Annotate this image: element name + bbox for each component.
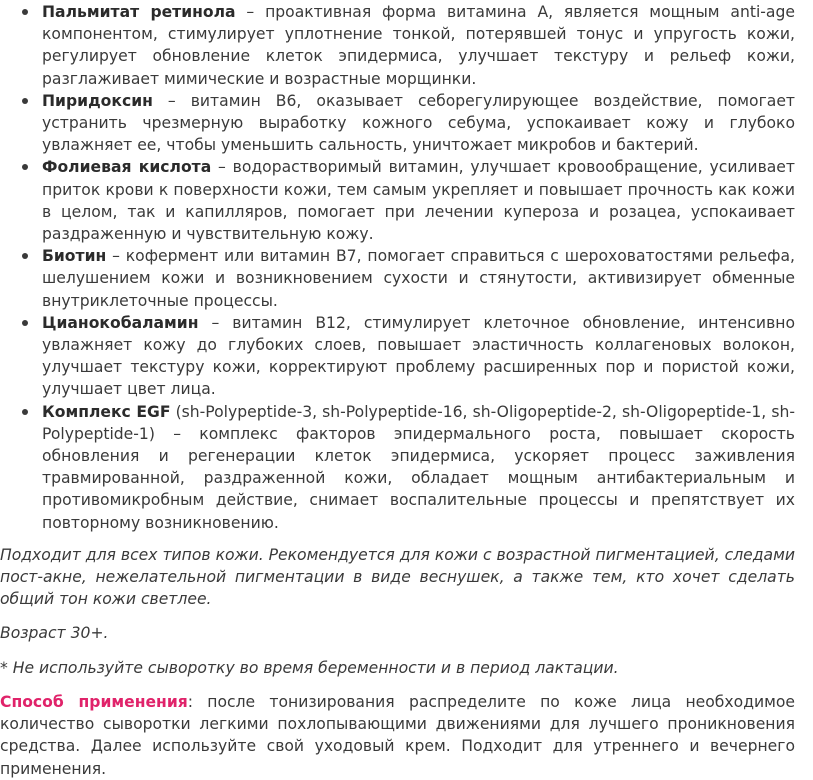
ingredient-text: – проактивная форма витамина А, является мощным anti-age компонентом, стимулирует уплотнение тонкой, потерявшей тонус и упругость кожи, регулирует обновление клеток эпидермиса, улучшает текстуру и рельеф кожи, разглаживает мимические и возрастные морщинки. — [42, 3, 795, 88]
ingredient-folic-acid — [42, 156, 795, 245]
pregnancy-warning: * Не используйте сыворотку во время беременности и в период лактации. — [0, 658, 619, 677]
ingredient-palmitate — [42, 1, 795, 90]
ingredient-name: Цианокобаламин — [42, 313, 199, 332]
ingredient-name: Фолиевая кислота — [42, 158, 212, 177]
usage-paragraph — [0, 691, 795, 780]
ingredient-egf-complex — [42, 401, 795, 534]
ingredient-text: – витамин В12, стимулирует клеточное обновление, интенсивно увлажняет кожу до глубоких слоев, повышает эластичность коллагеновых волокон, улучшает текстуру кожи, корректируют проблему расширенных пор и пористой кожи, улучшает цвет лица. — [42, 313, 795, 399]
usage-text: : после тонизирования распределите по коже лица необходимое количество сыворотки легкими похлопывающими движениями для лучшего проникновения средства. Далее используйте свой уходовый крем. Подходит для утреннего и вечернего применения. — [0, 692, 796, 778]
ingredient-name: Пальмитат ретинола — [42, 3, 236, 21]
ingredient-text: – водорастворимый витамин, улучшает кровообращение, усиливает приток крови к поверхности кожи, тем самым укрепляет и повышает прочность как кожи в целом, так и капилляров, помогает при лечении купероза и розацеа, успокаивает раздраженную и чувствительную кожу. — [42, 158, 795, 244]
ingredient-name: Пиридоксин — [42, 91, 153, 110]
ingredient-text: (sh-Polypeptide-3, sh-Polypeptide-16, sh-Oligopeptide-2, sh-Oligopeptide-1, sh-Polypeptide-1) – комплекс факторов эпидермального роста, повышает скорость обновления и регенерации клеток эпидермиса, ускоряет процесс заживления травмированной, раздраженной кожи, обладает мощным антибактериальным и противомикробным действие, снимает воспалительные процессы и препятствует их повторному возникновению. — [42, 402, 795, 532]
ingredient-pyridoxine — [42, 90, 795, 157]
ingredient-text: – витамин В6, оказывает себорегулирующее воздействие, помогает устранить чрезмерную выработку кожного себума, успокаивает кожу и глубоко увлажняет ее, чтобы уменьшить сальность, уничтожает микробов и бактерий. — [42, 91, 795, 155]
ingredient-name: Биотин — [42, 247, 107, 266]
age-note: Возраст 30+. — [0, 624, 109, 643]
ingredients-list — [0, 1, 795, 534]
usage-label: Способ применения — [0, 692, 188, 711]
skin-types-note: Подходит для всех типов кожи. Рекомендуется для кожи с возрастной пигментацией, следами пост-акне, нежелательной пигментации в виде веснушек, а также тем, кто хочет сделать общий тон кожи светлее. — [0, 545, 795, 609]
ingredient-biotin — [42, 245, 795, 312]
ingredient-text: – кофермент или витамин В7, помогает справиться с шероховатостями рельефа, шелушением кожи и возникновением сухости и стянутости, активизирует обменные внутриклеточные процессы. — [42, 247, 795, 310]
ingredient-name: Комплекс EGF — [42, 402, 171, 421]
ingredient-cyanocobalamin — [42, 312, 795, 401]
